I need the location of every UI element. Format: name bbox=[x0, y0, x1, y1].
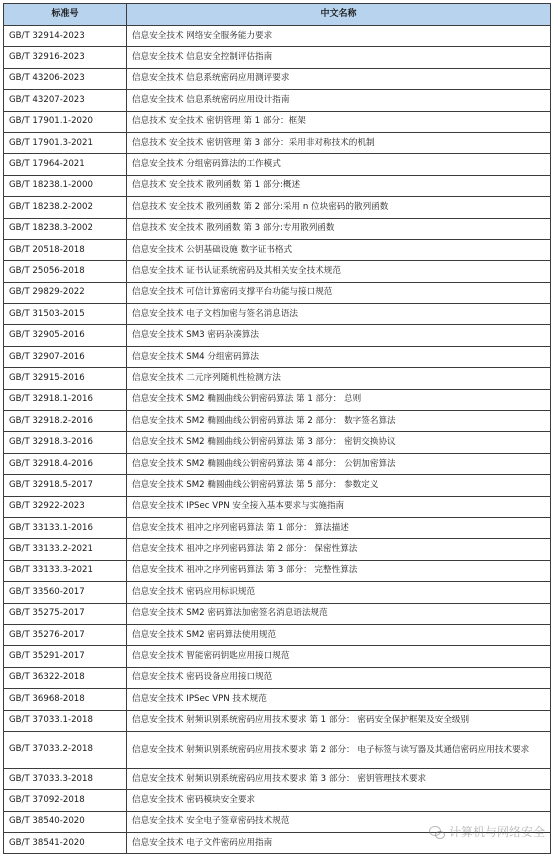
table-row bbox=[4, 304, 551, 325]
table-row bbox=[4, 432, 551, 453]
column-header-standard-no: 标准号 bbox=[4, 4, 127, 26]
standard-name-cell: 信息安全技术 SM2 椭圆曲线公钥密码算法 第 3 部分： 密钥交换协议 bbox=[127, 432, 551, 453]
standard-name-cell: 信息安全技术 射频识别系统密码应用技术要求 第 3 部分： 密钥管理技术要求 bbox=[127, 768, 551, 789]
standard-name-cell: 信息安全技术 公钥基础设施 数字证书格式 bbox=[127, 239, 551, 260]
standard-name-cell: 信息安全技术 SM2 密码算法使用规范 bbox=[127, 624, 551, 645]
standard-name-cell: 信息安全技术 祖冲之序列密码算法 第 3 部分： 完整性算法 bbox=[127, 560, 551, 581]
standard-name-cell: 信息安全技术 SM2 密码算法加密签名消息语法规范 bbox=[127, 603, 551, 624]
standards-table bbox=[3, 3, 551, 854]
standard-name-cell: 信息安全技术 可信计算密码支撑平台功能与接口规范 bbox=[127, 282, 551, 303]
standard-name-cell: 信息安全技术 SM2 椭圆曲线公钥密码算法 第 5 部分： 参数定义 bbox=[127, 475, 551, 496]
standard-name-cell: 信息安全技术 安全电子签章密码技术规范 bbox=[127, 811, 551, 832]
table-row bbox=[4, 811, 551, 832]
standards-sheet bbox=[3, 3, 550, 854]
standard-number-cell: GB/T 37033.3-2018 bbox=[4, 768, 127, 789]
table-row bbox=[4, 560, 551, 581]
standard-number-cell: GB/T 32907-2016 bbox=[4, 346, 127, 367]
standard-number-cell: GB/T 29829-2022 bbox=[4, 282, 127, 303]
table-row bbox=[4, 47, 551, 68]
table-row bbox=[4, 411, 551, 432]
standard-number-cell: GB/T 33133.2-2021 bbox=[4, 539, 127, 560]
table-row bbox=[4, 517, 551, 538]
table-row bbox=[4, 689, 551, 710]
standard-name-cell: 信息安全技术 SM2 椭圆曲线公钥密码算法 第 2 部分： 数字签名算法 bbox=[127, 411, 551, 432]
table-row bbox=[4, 197, 551, 218]
standard-number-cell: GB/T 32918.4-2016 bbox=[4, 453, 127, 474]
standard-number-cell: GB/T 35276-2017 bbox=[4, 624, 127, 645]
table-header-row bbox=[4, 4, 551, 26]
standard-name-cell: 信息安全技术 射频识别系统密码应用技术要求 第 1 部分： 密码安全保护框架及安全级别 bbox=[127, 710, 551, 731]
standard-name-cell: 信息安全技术 证书认证系统密码及其相关安全技术规范 bbox=[127, 261, 551, 282]
table-row bbox=[4, 132, 551, 153]
standard-number-cell: GB/T 32915-2016 bbox=[4, 368, 127, 389]
standard-number-cell: GB/T 32922-2023 bbox=[4, 496, 127, 517]
standard-name-cell: 信息安全技术 射频识别系统密码应用技术要求 第 2 部分： 电子标签与读写器及其通信密码应用技术要求 bbox=[127, 731, 551, 768]
standard-name-cell: 信息安全技术 电子文档加密与签名消息语法 bbox=[127, 304, 551, 325]
standard-number-cell: GB/T 37092-2018 bbox=[4, 790, 127, 811]
table-row bbox=[4, 282, 551, 303]
table-row bbox=[4, 539, 551, 560]
standard-name-cell: 信息安全技术 IPSec VPN 安全接入基本要求与实施指南 bbox=[127, 496, 551, 517]
table-row bbox=[4, 624, 551, 645]
table-row bbox=[4, 582, 551, 603]
table-row bbox=[4, 368, 551, 389]
standard-number-cell: GB/T 33133.1-2016 bbox=[4, 517, 127, 538]
standard-name-cell: 信息安全技术 祖冲之序列密码算法 第 1 部分： 算法描述 bbox=[127, 517, 551, 538]
table-row bbox=[4, 90, 551, 111]
standard-number-cell: GB/T 31503-2015 bbox=[4, 304, 127, 325]
table-row bbox=[4, 833, 551, 854]
table-row bbox=[4, 667, 551, 688]
table-row bbox=[4, 790, 551, 811]
table-row bbox=[4, 496, 551, 517]
standard-name-cell: 信息安全技术 SM2 椭圆曲线公钥密码算法 第 1 部分： 总则 bbox=[127, 389, 551, 410]
standard-number-cell: GB/T 18238.1-2000 bbox=[4, 175, 127, 196]
standard-number-cell: GB/T 18238.3-2002 bbox=[4, 218, 127, 239]
standard-number-cell: GB/T 37033.1-2018 bbox=[4, 710, 127, 731]
standard-name-cell: 信息安全技术 二元序列随机性检测方法 bbox=[127, 368, 551, 389]
standard-number-cell: GB/T 36968-2018 bbox=[4, 689, 127, 710]
standard-name-cell: 信息安全技术 SM3 密码杂凑算法 bbox=[127, 325, 551, 346]
standard-name-cell: 信息技术 安全技术 散列函数 第 3 部分:专用散列函数 bbox=[127, 218, 551, 239]
standard-name-cell: 信息技术 安全技术 散列函数 第 1 部分:概述 bbox=[127, 175, 551, 196]
table-row bbox=[4, 603, 551, 624]
table-row bbox=[4, 325, 551, 346]
table-row bbox=[4, 154, 551, 175]
table-row bbox=[4, 26, 551, 47]
standard-name-cell: 信息安全技术 网络安全服务能力要求 bbox=[127, 26, 551, 47]
standard-number-cell: GB/T 43207-2023 bbox=[4, 90, 127, 111]
standard-name-cell: 信息安全技术 分组密码算法的工作模式 bbox=[127, 154, 551, 175]
standard-name-cell: 信息技术 安全技术 密钥管理 第 1 部分：框架 bbox=[127, 111, 551, 132]
table-row bbox=[4, 768, 551, 789]
standard-name-cell: 信息安全技术 祖冲之序列密码算法 第 2 部分： 保密性算法 bbox=[127, 539, 551, 560]
standard-number-cell: GB/T 38541-2020 bbox=[4, 833, 127, 854]
standard-name-cell: 信息安全技术 SM4 分组密码算法 bbox=[127, 346, 551, 367]
standard-number-cell: GB/T 32918.5-2017 bbox=[4, 475, 127, 496]
standard-name-cell: 信息技术 安全技术 密钥管理 第 3 部分：采用非对称技术的机制 bbox=[127, 132, 551, 153]
standard-name-cell: 信息安全技术 信息系统密码应用设计指南 bbox=[127, 90, 551, 111]
table-row bbox=[4, 389, 551, 410]
standard-number-cell: GB/T 17964-2021 bbox=[4, 154, 127, 175]
standard-name-cell: 信息技术 安全技术 散列函数 第 2 部分:采用 n 位块密码的散列函数 bbox=[127, 197, 551, 218]
standard-number-cell: GB/T 17901.1-2020 bbox=[4, 111, 127, 132]
standard-name-cell: 信息安全技术 密码设备应用接口规范 bbox=[127, 667, 551, 688]
table-row bbox=[4, 710, 551, 731]
table-row bbox=[4, 175, 551, 196]
table-row bbox=[4, 731, 551, 768]
standard-name-cell: 信息安全技术 密码模块安全要求 bbox=[127, 790, 551, 811]
standard-number-cell: GB/T 20518-2018 bbox=[4, 239, 127, 260]
standard-number-cell: GB/T 32916-2023 bbox=[4, 47, 127, 68]
standard-number-cell: GB/T 17901.3-2021 bbox=[4, 132, 127, 153]
standard-number-cell: GB/T 43206-2023 bbox=[4, 68, 127, 89]
table-row bbox=[4, 646, 551, 667]
standard-number-cell: GB/T 18238.2-2002 bbox=[4, 197, 127, 218]
standard-name-cell: 信息安全技术 智能密码钥匙应用接口规范 bbox=[127, 646, 551, 667]
column-header-chinese-name: 中文名称 bbox=[127, 4, 551, 26]
standard-number-cell: GB/T 32905-2016 bbox=[4, 325, 127, 346]
table-row bbox=[4, 111, 551, 132]
standard-number-cell: GB/T 35291-2017 bbox=[4, 646, 127, 667]
standard-name-cell: 信息安全技术 信息安全控制评估指南 bbox=[127, 47, 551, 68]
table-row bbox=[4, 475, 551, 496]
standard-number-cell: GB/T 37033.2-2018 bbox=[4, 731, 127, 768]
standard-number-cell: GB/T 32918.1-2016 bbox=[4, 389, 127, 410]
standard-name-cell: 信息安全技术 密码应用标识规范 bbox=[127, 582, 551, 603]
standard-name-cell: 信息安全技术 电子文件密码应用指南 bbox=[127, 833, 551, 854]
standard-name-cell: 信息安全技术 信息系统密码应用测评要求 bbox=[127, 68, 551, 89]
standard-number-cell: GB/T 38540-2020 bbox=[4, 811, 127, 832]
standard-name-cell: 信息安全技术 IPSec VPN 技术规范 bbox=[127, 689, 551, 710]
standard-name-cell: 信息安全技术 SM2 椭圆曲线公钥密码算法 第 4 部分： 公钥加密算法 bbox=[127, 453, 551, 474]
table-row bbox=[4, 346, 551, 367]
standard-number-cell: GB/T 33560-2017 bbox=[4, 582, 127, 603]
standard-number-cell: GB/T 32918.3-2016 bbox=[4, 432, 127, 453]
standard-number-cell: GB/T 35275-2017 bbox=[4, 603, 127, 624]
watermark-text: 计算机与网络安全 bbox=[448, 825, 545, 839]
table-body bbox=[4, 26, 551, 854]
standard-number-cell: GB/T 32918.2-2016 bbox=[4, 411, 127, 432]
standard-number-cell: GB/T 36322-2018 bbox=[4, 667, 127, 688]
table-row bbox=[4, 239, 551, 260]
standard-number-cell: GB/T 25056-2018 bbox=[4, 261, 127, 282]
table-row bbox=[4, 218, 551, 239]
table-row bbox=[4, 261, 551, 282]
standard-number-cell: GB/T 32914-2023 bbox=[4, 26, 127, 47]
standard-number-cell: GB/T 33133.3-2021 bbox=[4, 560, 127, 581]
table-row bbox=[4, 68, 551, 89]
table-row bbox=[4, 453, 551, 474]
